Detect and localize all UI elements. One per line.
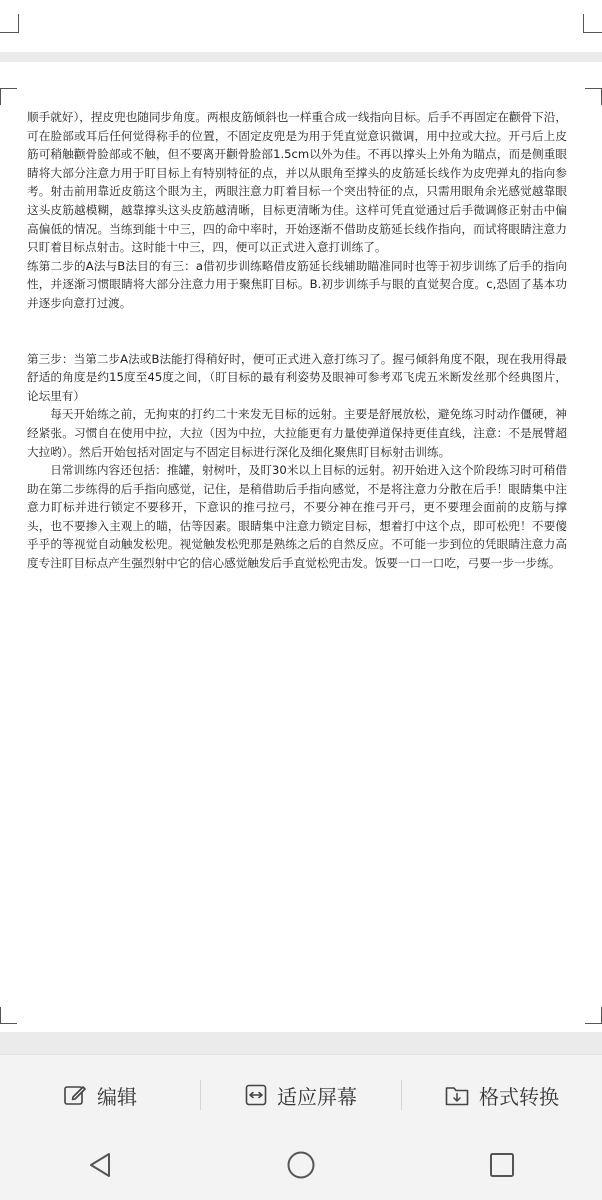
fit-screen-icon <box>245 1084 267 1106</box>
edit-icon <box>63 1083 87 1107</box>
format-convert-icon <box>445 1084 469 1106</box>
crop-mark <box>0 1007 17 1024</box>
recents-square-icon <box>489 1152 515 1182</box>
home-circle-icon <box>286 1150 316 1184</box>
fit-screen-label: 适应屏幕 <box>277 1084 357 1109</box>
system-navigation-bar <box>0 1134 602 1200</box>
paragraph: 第三步：当第二步A法或B法能打得稍好时，便可正式进入意打练习了。握弓倾斜角度不限，现在我用得最舒适的角度是约15度至45度之间，（盯目标的最有利姿势及眼神可参考邓飞虎五米断发丝那个经典图片，论坛里有） <box>27 351 567 403</box>
crop-mark <box>583 14 602 33</box>
paragraph: 每天开始练之前，无拘束的打约二十来发无目标的远射。主要是舒展放松，避免练习时动作僵硬，神经紧张。习惯自在使用中拉，大拉（因为中拉，大拉能更有力量使弹道保持更佳直线，注意：不是展臂超大拉哟）。然后开始包括对固定与不固定目标进行深化及细化聚焦盯目标射击训练。 <box>27 407 567 459</box>
format-convert-button[interactable] <box>402 1055 602 1135</box>
back-triangle-icon <box>87 1151 113 1183</box>
document-page[interactable] <box>0 62 602 1032</box>
crop-mark <box>585 88 602 105</box>
paragraph: 日常训练内容还包括：推罐，射树叶，及盯30米以上目标的远射。初开始进入这个阶段练习时可稍借助在第二步练得的后手指向感觉，记住，是稍借助后手指向感觉，不是将注意力分散在后手！眼睛集中注意力盯标并进行锁定不要移开，下意识的推弓拉弓，不要分神在推弓开弓，更不要理会面前的皮筋与撑头，也不要掺入主观上的瞄，估等因素。眼睛集中注意力锁定目标，想着打中这个点，即可松兜！不要傻乎乎的等视觉自动触发松兜。视觉触发松兜那是熟练之后的自然反应。不可能一步到位的凭眼睛注意力高度专注盯目标点产生强烈射中它的信心感觉触发后手直觉松兜击发。饭要一口一口吃，弓要一步一步练。 <box>27 463 567 571</box>
home-button[interactable] <box>271 1137 331 1197</box>
crop-mark <box>0 88 17 105</box>
paragraph-gap <box>27 313 567 350</box>
bottom-toolbar <box>0 1054 602 1135</box>
previous-page-fragment <box>0 0 602 52</box>
format-convert-label: 格式转换 <box>479 1084 559 1109</box>
crop-mark <box>0 14 19 33</box>
document-body <box>27 108 567 573</box>
edit-label: 编辑 <box>97 1084 137 1109</box>
back-button[interactable] <box>70 1137 130 1197</box>
crop-mark <box>585 1007 602 1024</box>
paragraph: 练第二步的A法与B法目的有三：a借初步训练略借皮筋延长线辅助瞄准同时也等于初步训练了后手的指向性，并逐渐习惯眼睛将大部分注意力用于聚焦盯目标。B.初步训练手与眼的直觉契合度。c,恐固了基本功并逐步向意打过渡。 <box>27 258 567 310</box>
edit-button[interactable] <box>0 1055 200 1135</box>
paragraph: 顺手就好），捏皮兜也随同步角度。两根皮筋倾斜也一样重合成一线指向目标。后手不再固定在颧骨下沿，可在脸部或耳后任何觉得称手的位置，不固定皮兜是为用于凭直觉意识微调，用中拉或大拉。开弓后上皮筋可稍触颧骨脸部或不触，但不要离开颧骨脸部1.5cm以外为佳。不再以撑头上外角为瞄点，而是侧重眼睛将大部分注意力用于盯目标上有特别特征的点，并以从眼角至撑头的皮筋延长线作为皮兜弹丸的指向参考。射击前用靠近皮筋这个眼为主，两眼注意力盯着目标一个突出特征的点，只需用眼角余光感觉越靠眼这头皮筋越模糊，越靠撑头这头皮筋越清晰，目标更清晰为佳。这样可凭直觉通过后手微调修正射击中偏高偏低的情况。当练到能十中三，四的命中率时，开始逐渐不借助皮筋延长线作指向，而试将眼睛注意力只盯着目标点射击。这时能十中三，四，便可以正式进入意打训练了。 <box>27 110 567 255</box>
recents-button[interactable] <box>472 1137 532 1197</box>
fit-screen-button[interactable] <box>201 1055 401 1135</box>
